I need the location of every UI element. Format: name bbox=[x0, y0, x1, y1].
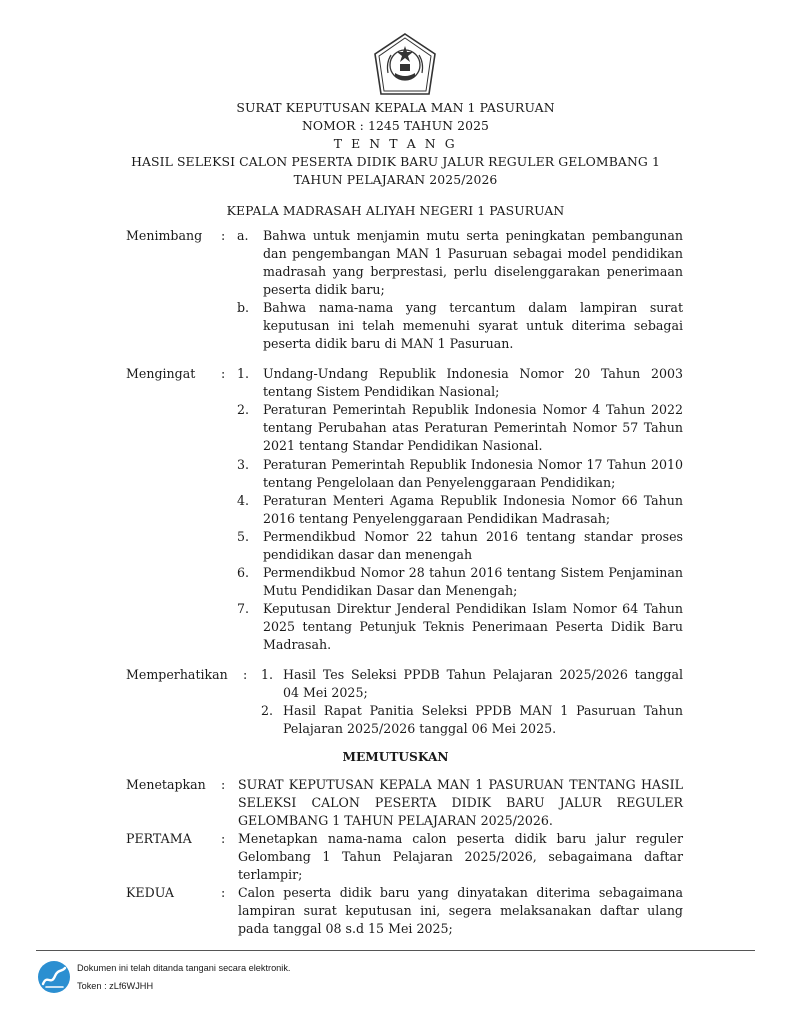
memperhatikan-item-1: Hasil Tes Seleksi PPDB Tahun Pelajaran 2025/2026 tanggal 04 Mei 2025; bbox=[283, 667, 683, 701]
mengingat-marker-7: 7. bbox=[237, 601, 250, 616]
pertama-colon: : bbox=[221, 831, 226, 846]
memperhatikan-marker-2: 2. bbox=[261, 703, 274, 718]
mengingat-item-3: Peraturan Pemerintah Republik Indonesia Nomor 17 Tahun 2010 tentang Pengelolaan dan Penyelenggaraan Pendidikan; bbox=[263, 457, 683, 491]
kedua-label: KEDUA bbox=[126, 885, 175, 900]
decree-subject-line1: HASIL SELEKSI CALON PESERTA DIDIK BARU JALUR REGULER GELOMBANG 1 bbox=[131, 154, 660, 169]
memutuskan-heading: MEMUTUSKAN bbox=[342, 750, 449, 764]
menimbang-marker-a: a. bbox=[237, 228, 249, 243]
mengingat-colon: : bbox=[221, 366, 226, 381]
mengingat-marker-3: 3. bbox=[237, 457, 250, 472]
mengingat-item-6: Permendikbud Nomor 28 tahun 2016 tentang Sistem Penjaminan Mutu Pendidikan Dasar dan Menengah; bbox=[263, 565, 683, 599]
issuer-title: KEPALA MADRASAH ALIYAH NEGERI 1 PASURUAN bbox=[226, 203, 565, 218]
menimbang-item-b: Bahwa nama-nama yang tercantum dalam lampiran surat keputusan ini telah memenuhi syarat untuk diterima sebagai peserta didik baru di MAN 1 Pasuruan. bbox=[263, 300, 683, 352]
memperhatikan-item-2: Hasil Rapat Panitia Seleksi PPDB MAN 1 Pasuruan Tahun Pelajaran 2025/2026 tanggal 06 Mei 2025. bbox=[283, 703, 683, 737]
pertama-text: Menetapkan nama-nama calon peserta didik baru jalur reguler Gelombang 1 Tahun Pelajaran 2025/2026, sebagaimana daftar terlampir; bbox=[238, 831, 683, 883]
mengingat-marker-2: 2. bbox=[237, 402, 250, 417]
mengingat-label: Mengingat bbox=[126, 366, 196, 381]
mengingat-marker-1: 1. bbox=[237, 366, 250, 381]
menimbang-colon: : bbox=[221, 228, 226, 243]
mengingat-item-1: Undang-Undang Republik Indonesia Nomor 20 Tahun 2003 tentang Sistem Pendidikan Nasional; bbox=[263, 366, 683, 400]
menetapkan-text: SURAT KEPUTUSAN KEPALA MAN 1 PASURUAN TENTANG HASIL SELEKSI CALON PESERTA DIDIK BARU JALUR REGULER GELOMBANG 1 TAHUN PELAJARAN 2025/2026. bbox=[238, 777, 683, 829]
decree-subject-line2: TAHUN PELAJARAN 2025/2026 bbox=[293, 172, 498, 187]
mengingat-item-7: Keputusan Direktur Jenderal Pendidikan Islam Nomor 64 Tahun 2025 tentang Petunjuk Teknis Penerimaan Peserta Didik Baru Madrasah. bbox=[263, 601, 683, 653]
e-signature-note: Dokumen ini telah ditanda tangani secara elektronik. bbox=[77, 963, 291, 973]
mengingat-marker-5: 5. bbox=[237, 529, 250, 544]
signature-token: Token : zLf6WJHH bbox=[77, 981, 154, 991]
memperhatikan-marker-1: 1. bbox=[261, 667, 274, 682]
menimbang-label: Menimbang bbox=[126, 228, 203, 243]
bsre-signature-icon bbox=[37, 960, 71, 994]
menimbang-marker-b: b. bbox=[237, 300, 250, 315]
decree-title: SURAT KEPUTUSAN KEPALA MAN 1 PASURUAN bbox=[236, 100, 555, 115]
mengingat-item-2: Peraturan Pemerintah Republik Indonesia Nomor 4 Tahun 2022 tentang Perubahan atas Peraturan Pemerintah Nomor 57 Tahun 2021 tentang Standar Pendidikan Nasional. bbox=[263, 402, 683, 454]
mengingat-item-4: Peraturan Menteri Agama Republik Indonesia Nomor 66 Tahun 2016 tentang Penyelenggaraan Pendidikan Madrasah; bbox=[263, 493, 683, 527]
mengingat-item-5: Permendikbud Nomor 22 tahun 2016 tentang standar proses pendidikan dasar dan menengah bbox=[263, 529, 683, 563]
footer-divider bbox=[36, 950, 755, 951]
menetapkan-label: Menetapkan bbox=[126, 777, 206, 792]
pertama-label: PERTAMA bbox=[126, 831, 192, 846]
memperhatikan-colon: : bbox=[243, 667, 248, 682]
kedua-colon: : bbox=[221, 885, 226, 900]
mengingat-marker-4: 4. bbox=[237, 493, 250, 508]
mengingat-marker-6: 6. bbox=[237, 565, 250, 580]
decree-number: NOMOR : 1245 TAHUN 2025 bbox=[301, 118, 490, 133]
menetapkan-colon: : bbox=[221, 777, 226, 792]
tentang-heading: T E N T A N G bbox=[333, 136, 458, 151]
menimbang-item-a: Bahwa untuk menjamin mutu serta peningkatan pembangunan dan pengembangan MAN 1 Pasuruan sebagai model pendidikan madrasah yang berprestasi, perlu diselenggarakan penerimaan peserta didik baru; bbox=[263, 228, 683, 298]
kemenag-emblem-icon bbox=[373, 33, 437, 95]
kedua-text: Calon peserta didik baru yang dinyatakan diterima sebagaimana lampiran surat keputusan ini, segera melaksanakan daftar ulang pada tanggal 08 s.d 15 Mei 2025; bbox=[238, 885, 683, 937]
memperhatikan-label: Memperhatikan bbox=[126, 667, 228, 682]
